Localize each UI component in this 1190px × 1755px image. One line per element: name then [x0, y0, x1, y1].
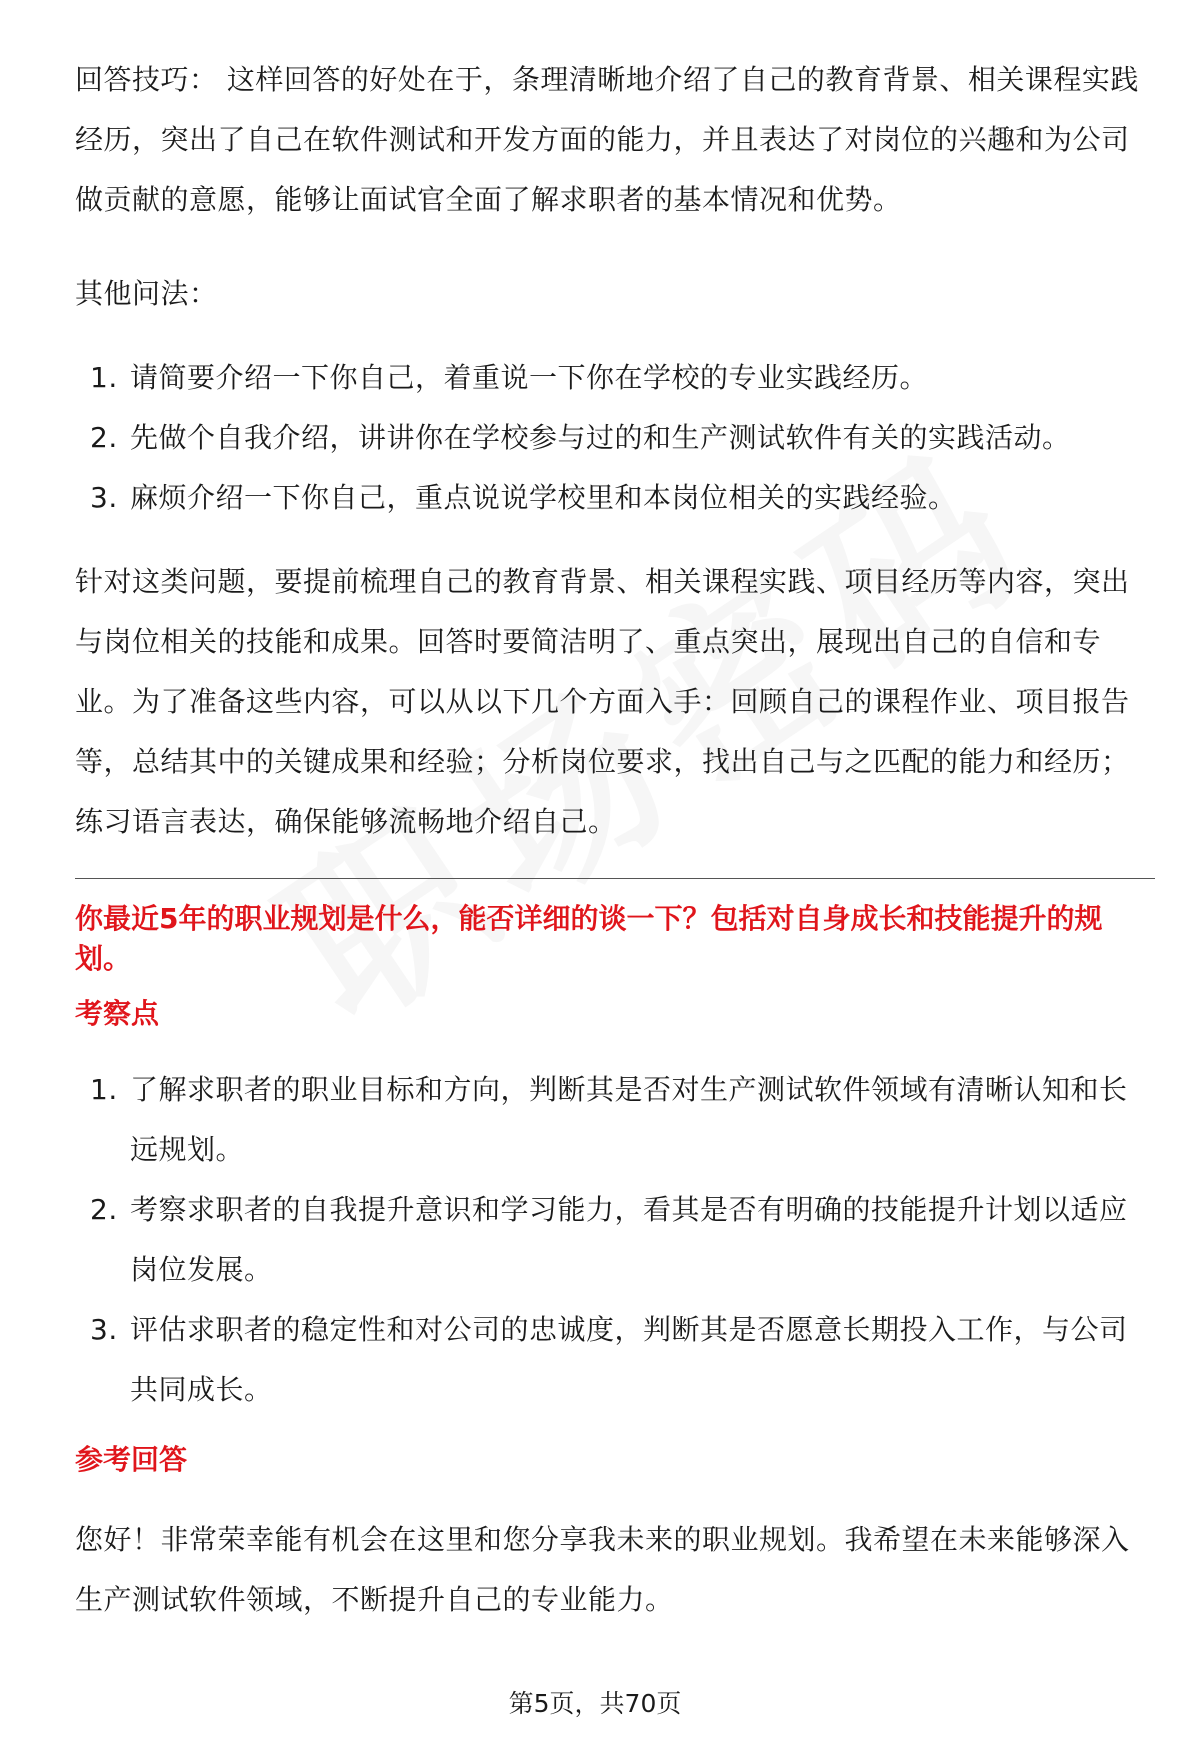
- list-item: [75, 1300, 1155, 1420]
- other-asks-list: [75, 348, 1155, 528]
- list-item: [75, 468, 1155, 528]
- reference-answer-text: 您好！非常荣幸能有机会在这里和您分享我未来的职业规划。我希望在未来能够深入生产测试软件领域，不断提升自己的专业能力。: [75, 1523, 1130, 1616]
- list-item-text: 评估求职者的稳定性和对公司的忠诚度，判断其是否愿意长期投入工作，与公司共同成长。: [130, 1313, 1128, 1406]
- focus-points-list: [75, 1060, 1155, 1420]
- list-item-number: 3.: [90, 1313, 118, 1346]
- list-item-number: 3.: [90, 481, 118, 514]
- question-title: 你最近5年的职业规划是什么，能否详细的谈一下？包括对自身成长和技能提升的规划。: [75, 902, 1103, 975]
- list-item-text: 麻烦介绍一下你自己，重点说说学校里和本岗位相关的实践经验。: [130, 481, 957, 514]
- list-item-text: 请简要介绍一下你自己，着重说一下你在学校的专业实践经历。: [130, 361, 929, 394]
- list-item-text: 先做个自我介绍，讲讲你在学校参与过的和生产测试软件有关的实践活动。: [130, 421, 1071, 454]
- other-asks-label: 其他问法：: [75, 277, 218, 310]
- page-number: 第5页，共70页: [508, 1689, 682, 1718]
- focus-points-label: 考察点: [75, 997, 160, 1030]
- list-item: [75, 408, 1155, 468]
- answer-tips-paragraph: 回答技巧： 这样回答的好处在于，条理清晰地介绍了自己的教育背景、相关课程实践经历，突出了自己在软件测试和开发方面的能力，并且表达了对岗位的兴趣和为公司做贡献的意愿，能够让面试官全面了解求职者的基本情况和优势。: [75, 63, 1139, 216]
- document-page: [75, 50, 1155, 1630]
- list-item-number: 1.: [90, 1073, 118, 1106]
- list-item-number: 1.: [90, 361, 118, 394]
- list-item-text: 考察求职者的自我提升意识和学习能力，看其是否有明确的技能提升计划以适应岗位发展。: [130, 1193, 1128, 1286]
- list-item: [75, 1180, 1155, 1300]
- list-item: [75, 348, 1155, 408]
- advice-paragraph: 针对这类问题，要提前梳理自己的教育背景、相关课程实践、项目经历等内容，突出与岗位相关的技能和成果。回答时要简洁明了、重点突出，展现出自己的自信和专业。为了准备这些内容，可以从以下几个方面入手：回顾自己的课程作业、项目报告等，总结其中的关键成果和经验；分析岗位要求，找出自己与之匹配的能力和经历；练习语言表达，确保能够流畅地介绍自己。: [75, 565, 1130, 838]
- list-item-text: 了解求职者的职业目标和方向，判断其是否对生产测试软件领域有清晰认知和长远规划。: [130, 1073, 1128, 1166]
- reference-answer-label: 参考回答: [75, 1443, 188, 1476]
- list-item-number: 2.: [90, 421, 118, 454]
- list-item: [75, 1060, 1155, 1180]
- list-item-number: 2.: [90, 1193, 118, 1226]
